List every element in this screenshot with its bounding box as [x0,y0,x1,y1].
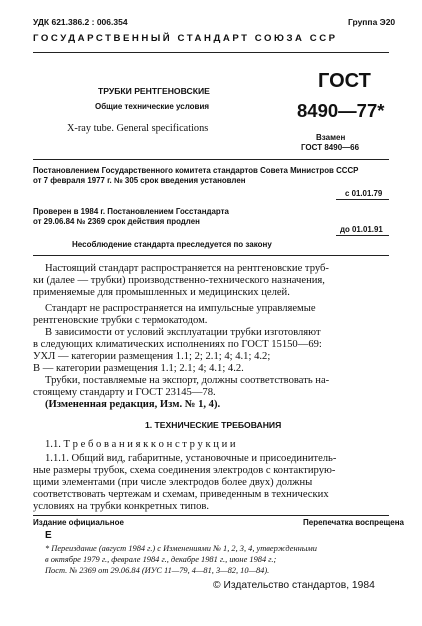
paragraph-5-line-2: ные размеры трубок, схема соединения электродов с контактирую- [33,465,336,476]
law-warning: Несоблюдение стандарта преследуется по закону [72,240,272,249]
reissue-note-line-1: * Переиздание (август 1984 г.) с Изменениями № 1, 2, 3, 4, утвержденными [45,544,317,553]
climate-v: В — категории размещения 1.1; 2.1; 4; 4.1; 4.2. [33,363,244,374]
udk-code: УДК 621.386.2 : 006.354 [33,17,128,27]
section-heading: 1. ТЕХНИЧЕСКИЕ ТРЕБОВАНИЯ [145,420,282,430]
paragraph-2-line-1: Стандарт не распространяется на импульсные управляемые [45,303,316,314]
footer-rule [33,515,389,516]
climate-uhl: УХЛ — категории размещения 1.1; 2; 2.1; 4; 4.1; 4.2; [33,351,271,362]
group-code: Группа Э20 [348,17,396,27]
state-standard-heading: ГОСУДАРСТВЕННЫЙ СТАНДАРТ СОЮЗА ССР [33,33,338,44]
edition-letter: Е [45,530,52,541]
paragraph-1-line-1: Настоящий стандарт распространяется на рентгеновские труб- [45,263,329,274]
decree-line-4: от 29.06.84 № 2369 срок действия продлен [33,217,200,226]
paragraph-5-line-5: условиях на трубки конкретных типов. [33,501,210,512]
reissue-note-line-2: в октябре 1979 г., феврале 1984 г., декабре 1981 г., июне 1984 г.; [45,555,277,564]
extension-date-underline [336,235,389,236]
paragraph-3-line-2: в следующих климатических исполнениях по ГОСТ 15150—69: [33,339,322,350]
decree-line-3: Проверен в 1984 г. Постановлением Госстандарта [33,207,229,216]
replaces-reference: ГОСТ 8490—66 [301,143,360,152]
decree-line-1: Постановлением Государственного комитета стандартов Совета Министров СССР [33,166,359,175]
decree-rule [33,255,389,256]
gost-number: 8490—77* [297,100,385,121]
document-title: ТРУБКИ РЕНТГЕНОВСКИЕ [98,86,210,96]
paragraph-5-line-3: щими элементами (при числе электродов более двух) должны [33,477,313,488]
reissue-note-line-3: Пост. № 2369 от 29.06.84 (ИУС 11—79, 4—81, 3—82, 10—84). [45,566,270,575]
paragraph-3-line-1: В зависимости от условий эксплуатации трубки изготовляют [45,327,321,338]
publisher-copyright: © Издательство стандартов, 1984 [213,580,375,591]
subsection-heading: 1.1. Т р е б о в а н и я к к о н с т р у к ц и и [45,439,236,450]
title-block-rule [33,159,389,160]
paragraph-4-line-1: Трубки, поставляемые на экспорт, должны соответствовать на- [45,375,330,386]
paragraph-1-line-3: применяемые для промышленных и медицинских целей. [33,287,290,298]
effective-date: с 01.01.79 [345,189,383,198]
header-rule [33,52,389,53]
gost-label: ГОСТ [318,70,371,92]
effective-date-underline [336,199,389,200]
official-edition: Издание официальное [33,518,124,527]
paragraph-2-line-2: рентгеновские трубки с термокатодом. [33,315,208,326]
paragraph-1-line-2: ки (далее — трубки) производственно-технического назначения, [33,275,325,286]
reprint-notice: Перепечатка воспрещена [303,518,404,527]
paragraph-4-line-2: стоящему стандарту и ГОСТ 23145—78. [33,387,216,398]
english-title: X-ray tube. General specifications [67,123,209,134]
document-subtitle: Общие технические условия [95,102,210,111]
replaces-label: Взамен [316,133,346,142]
paragraph-5-line-1: 1.1.1. Общий вид, габаритные, установочные и присоединитель- [45,453,337,464]
amendment-note: (Измененная редакция, Изм. № 1, 4). [45,399,221,410]
paragraph-5-line-4: соответствовать чертежам и схемам, приведенным в технических [33,489,329,500]
decree-line-2: от 7 февраля 1977 г. № 305 срок введения установлен [33,176,246,185]
extension-date: до 01.01.91 [340,225,383,234]
